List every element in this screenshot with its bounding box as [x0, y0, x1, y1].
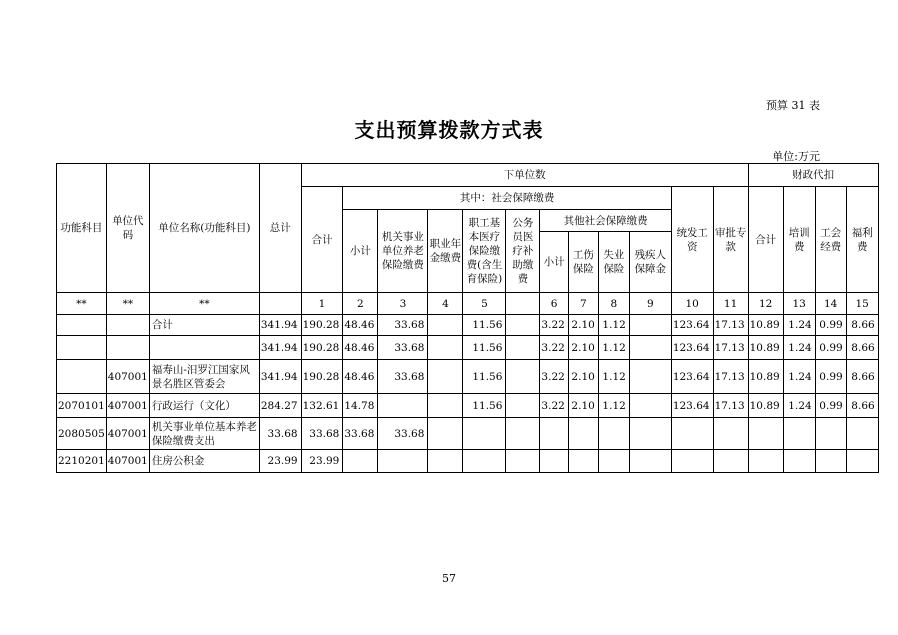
table-cell	[671, 450, 713, 473]
index-cell: 2	[343, 293, 378, 315]
table-cell: 1.24	[783, 336, 815, 360]
table-cell	[629, 450, 671, 473]
index-cell: 11	[713, 293, 748, 315]
table-cell: 33.68	[343, 418, 378, 450]
index-cell: 9	[629, 293, 671, 315]
table-cell: 0.99	[815, 360, 846, 394]
table-cell	[846, 450, 878, 473]
table-cell: 33.68	[301, 418, 343, 450]
table-cell: 8.66	[846, 360, 878, 394]
table-cell: 284.27	[259, 394, 301, 418]
table-cell: 2070101	[57, 394, 107, 418]
table-cell: 407001	[106, 418, 149, 450]
table-cell: 33.68	[378, 360, 428, 394]
table-cell: 2.10	[568, 360, 598, 394]
header-total: 总计	[259, 164, 301, 293]
table-cell: 48.46	[343, 336, 378, 360]
table-cell	[149, 336, 259, 360]
table-row	[57, 450, 879, 473]
table-cell: 33.68	[378, 418, 428, 450]
table-cell: 3.22	[540, 336, 568, 360]
table-cell	[598, 418, 629, 450]
header-canjiren: 残疾人保障金	[629, 232, 671, 293]
unit-label: 单位:万元	[772, 150, 820, 163]
table-cell	[463, 450, 506, 473]
table-cell: 17.13	[713, 336, 748, 360]
index-cell	[506, 293, 540, 315]
header-tongfa: 统发工资	[671, 187, 713, 293]
table-cell: 行政运行（文化）	[149, 394, 259, 418]
header-gongshang: 工伤保险	[568, 232, 598, 293]
table-cell: 11.56	[463, 360, 506, 394]
table-cell: 福寿山-汨罗江国家风景名胜区管委会	[149, 360, 259, 394]
header-qita-shebao: 其他社会保障缴费	[540, 210, 671, 232]
table-cell: 11.56	[463, 394, 506, 418]
table-cell: 2.10	[568, 336, 598, 360]
index-cell: 5	[463, 293, 506, 315]
header-shebao: 其中：社会保障缴费	[343, 187, 671, 210]
index-cell: 3	[378, 293, 428, 315]
index-cell: 8	[598, 293, 629, 315]
table-cell: 48.46	[343, 315, 378, 336]
table-cell	[428, 418, 463, 450]
header-shiye: 失业保险	[598, 232, 629, 293]
table-row	[57, 360, 879, 394]
table-cell	[463, 418, 506, 450]
header-gongwuyuan: 公务员医疗补助缴费	[506, 210, 540, 293]
table-cell	[815, 418, 846, 450]
index-cell: 4	[428, 293, 463, 315]
table-cell	[748, 418, 783, 450]
table-cell	[629, 336, 671, 360]
table-cell: 341.94	[259, 315, 301, 336]
table-cell: 3.22	[540, 360, 568, 394]
table-cell: 48.46	[343, 360, 378, 394]
header-xiao-ji: 小计	[343, 210, 378, 293]
table-cell: 1.12	[598, 360, 629, 394]
table-cell	[343, 450, 378, 473]
table-cell	[748, 450, 783, 473]
table-row	[57, 315, 879, 336]
table-cell	[568, 450, 598, 473]
table-cell: 123.64	[671, 360, 713, 394]
index-cell: **	[149, 293, 259, 315]
table-cell: 23.99	[259, 450, 301, 473]
index-cell	[259, 293, 301, 315]
table-cell: 407001	[106, 360, 149, 394]
table-cell: 0.99	[815, 315, 846, 336]
table-cell: 3.22	[540, 394, 568, 418]
table-cell	[428, 360, 463, 394]
table-cell: 123.64	[671, 336, 713, 360]
page-title: 支出预算拨款方式表	[354, 118, 544, 142]
table-cell: 33.68	[259, 418, 301, 450]
table-cell	[506, 394, 540, 418]
table-cell	[629, 315, 671, 336]
table-cell: 341.94	[259, 360, 301, 394]
table-cell: 住房公积金	[149, 450, 259, 473]
header-jiguan-yanglao: 机关事业单位养老保险缴费	[378, 210, 428, 293]
table-cell: 3.22	[540, 315, 568, 336]
table-cell	[57, 336, 107, 360]
table-cell: 33.68	[378, 336, 428, 360]
table-cell: 11.56	[463, 315, 506, 336]
table-cell: 190.28	[301, 360, 343, 394]
index-cell: **	[57, 293, 107, 315]
table-cell: 机关事业单位基本养老保险缴费支出	[149, 418, 259, 450]
table-cell: 17.13	[713, 315, 748, 336]
table-cell: 190.28	[301, 336, 343, 360]
index-cell: 14	[815, 293, 846, 315]
table-cell: 合计	[149, 315, 259, 336]
table-cell	[506, 315, 540, 336]
table-cell	[428, 315, 463, 336]
header-daikou-heji: 合计	[748, 187, 783, 293]
table-cell: 10.89	[748, 315, 783, 336]
table-cell: 341.94	[259, 336, 301, 360]
table-cell: 407001	[106, 394, 149, 418]
table-cell	[106, 315, 149, 336]
table-cell: 17.13	[713, 360, 748, 394]
header-unit-name: 单位名称(功能科目)	[149, 164, 259, 293]
table-cell	[540, 418, 568, 450]
table-cell	[378, 450, 428, 473]
index-cell: 6	[540, 293, 568, 315]
table-cell	[506, 418, 540, 450]
table-cell	[713, 450, 748, 473]
index-cell: 1	[301, 293, 343, 315]
index-cell: 10	[671, 293, 713, 315]
table-cell: 0.99	[815, 394, 846, 418]
budget-table-number: 预算 31 表	[766, 99, 820, 112]
table-cell: 407001	[106, 450, 149, 473]
index-row	[57, 293, 879, 315]
index-cell: 7	[568, 293, 598, 315]
table-cell	[506, 336, 540, 360]
header-xia-dan-wei: 下单位数	[301, 164, 748, 187]
table-row	[57, 418, 879, 450]
table-cell: 1.12	[598, 315, 629, 336]
table-cell	[671, 418, 713, 450]
table-cell	[815, 450, 846, 473]
table-cell: 1.24	[783, 315, 815, 336]
table-cell: 8.66	[846, 336, 878, 360]
table-cell: 2.10	[568, 394, 598, 418]
table-cell: 10.89	[748, 394, 783, 418]
table-cell	[540, 450, 568, 473]
table-cell	[598, 450, 629, 473]
table-cell: 2.10	[568, 315, 598, 336]
table-cell: 8.66	[846, 315, 878, 336]
table-cell: 1.12	[598, 394, 629, 418]
table-cell	[568, 418, 598, 450]
table-cell	[57, 360, 107, 394]
header-shenpi: 审批专款	[713, 187, 748, 293]
header-func-code: 功能科目	[57, 164, 107, 293]
table-row	[57, 336, 879, 360]
table-cell: 123.64	[671, 315, 713, 336]
header-qita-xiaoji: 小计	[540, 232, 568, 293]
table-row	[57, 394, 879, 418]
table-cell	[506, 360, 540, 394]
table-cell	[629, 360, 671, 394]
table-cell	[378, 394, 428, 418]
table-cell: 23.99	[301, 450, 343, 473]
table-cell: 1.12	[598, 336, 629, 360]
table-cell: 10.89	[748, 360, 783, 394]
table-cell: 33.68	[378, 315, 428, 336]
table-cell	[629, 418, 671, 450]
table-cell: 17.13	[713, 394, 748, 418]
header-zhigong-yiliao: 职工基本医疗保险缴费(含生育保险)	[463, 210, 506, 293]
header-peixun: 培训费	[783, 187, 815, 293]
header-he-ji: 合计	[301, 187, 343, 293]
table-cell: 2210201	[57, 450, 107, 473]
table-cell	[783, 450, 815, 473]
budget-table	[56, 163, 879, 473]
page-number: 57	[442, 572, 456, 585]
table-cell	[428, 336, 463, 360]
table-cell: 0.99	[815, 336, 846, 360]
index-cell: **	[106, 293, 149, 315]
index-cell: 12	[748, 293, 783, 315]
table-cell: 123.64	[671, 394, 713, 418]
table-cell: 132.61	[301, 394, 343, 418]
table-cell: 11.56	[463, 336, 506, 360]
table-cell	[846, 418, 878, 450]
table-cell: 1.24	[783, 360, 815, 394]
table-cell: 10.89	[748, 336, 783, 360]
header-caizheng-daikou: 财政代扣	[748, 164, 878, 187]
table-cell	[783, 418, 815, 450]
header-unit-code: 单位代码	[106, 164, 149, 293]
table-cell	[57, 315, 107, 336]
table-cell	[713, 418, 748, 450]
table-cell: 8.66	[846, 394, 878, 418]
table-cell	[506, 450, 540, 473]
table-cell: 14.78	[343, 394, 378, 418]
table-cell	[428, 450, 463, 473]
table-cell: 190.28	[301, 315, 343, 336]
table-cell	[629, 394, 671, 418]
table-cell: 1.24	[783, 394, 815, 418]
header-zhiye-nianjin: 职业年金缴费	[428, 210, 463, 293]
index-cell: 15	[846, 293, 878, 315]
header-fuli: 福利费	[846, 187, 878, 293]
table-cell	[428, 394, 463, 418]
header-gonghui: 工会经费	[815, 187, 846, 293]
index-cell: 13	[783, 293, 815, 315]
table-cell: 2080505	[57, 418, 107, 450]
table-cell	[106, 336, 149, 360]
